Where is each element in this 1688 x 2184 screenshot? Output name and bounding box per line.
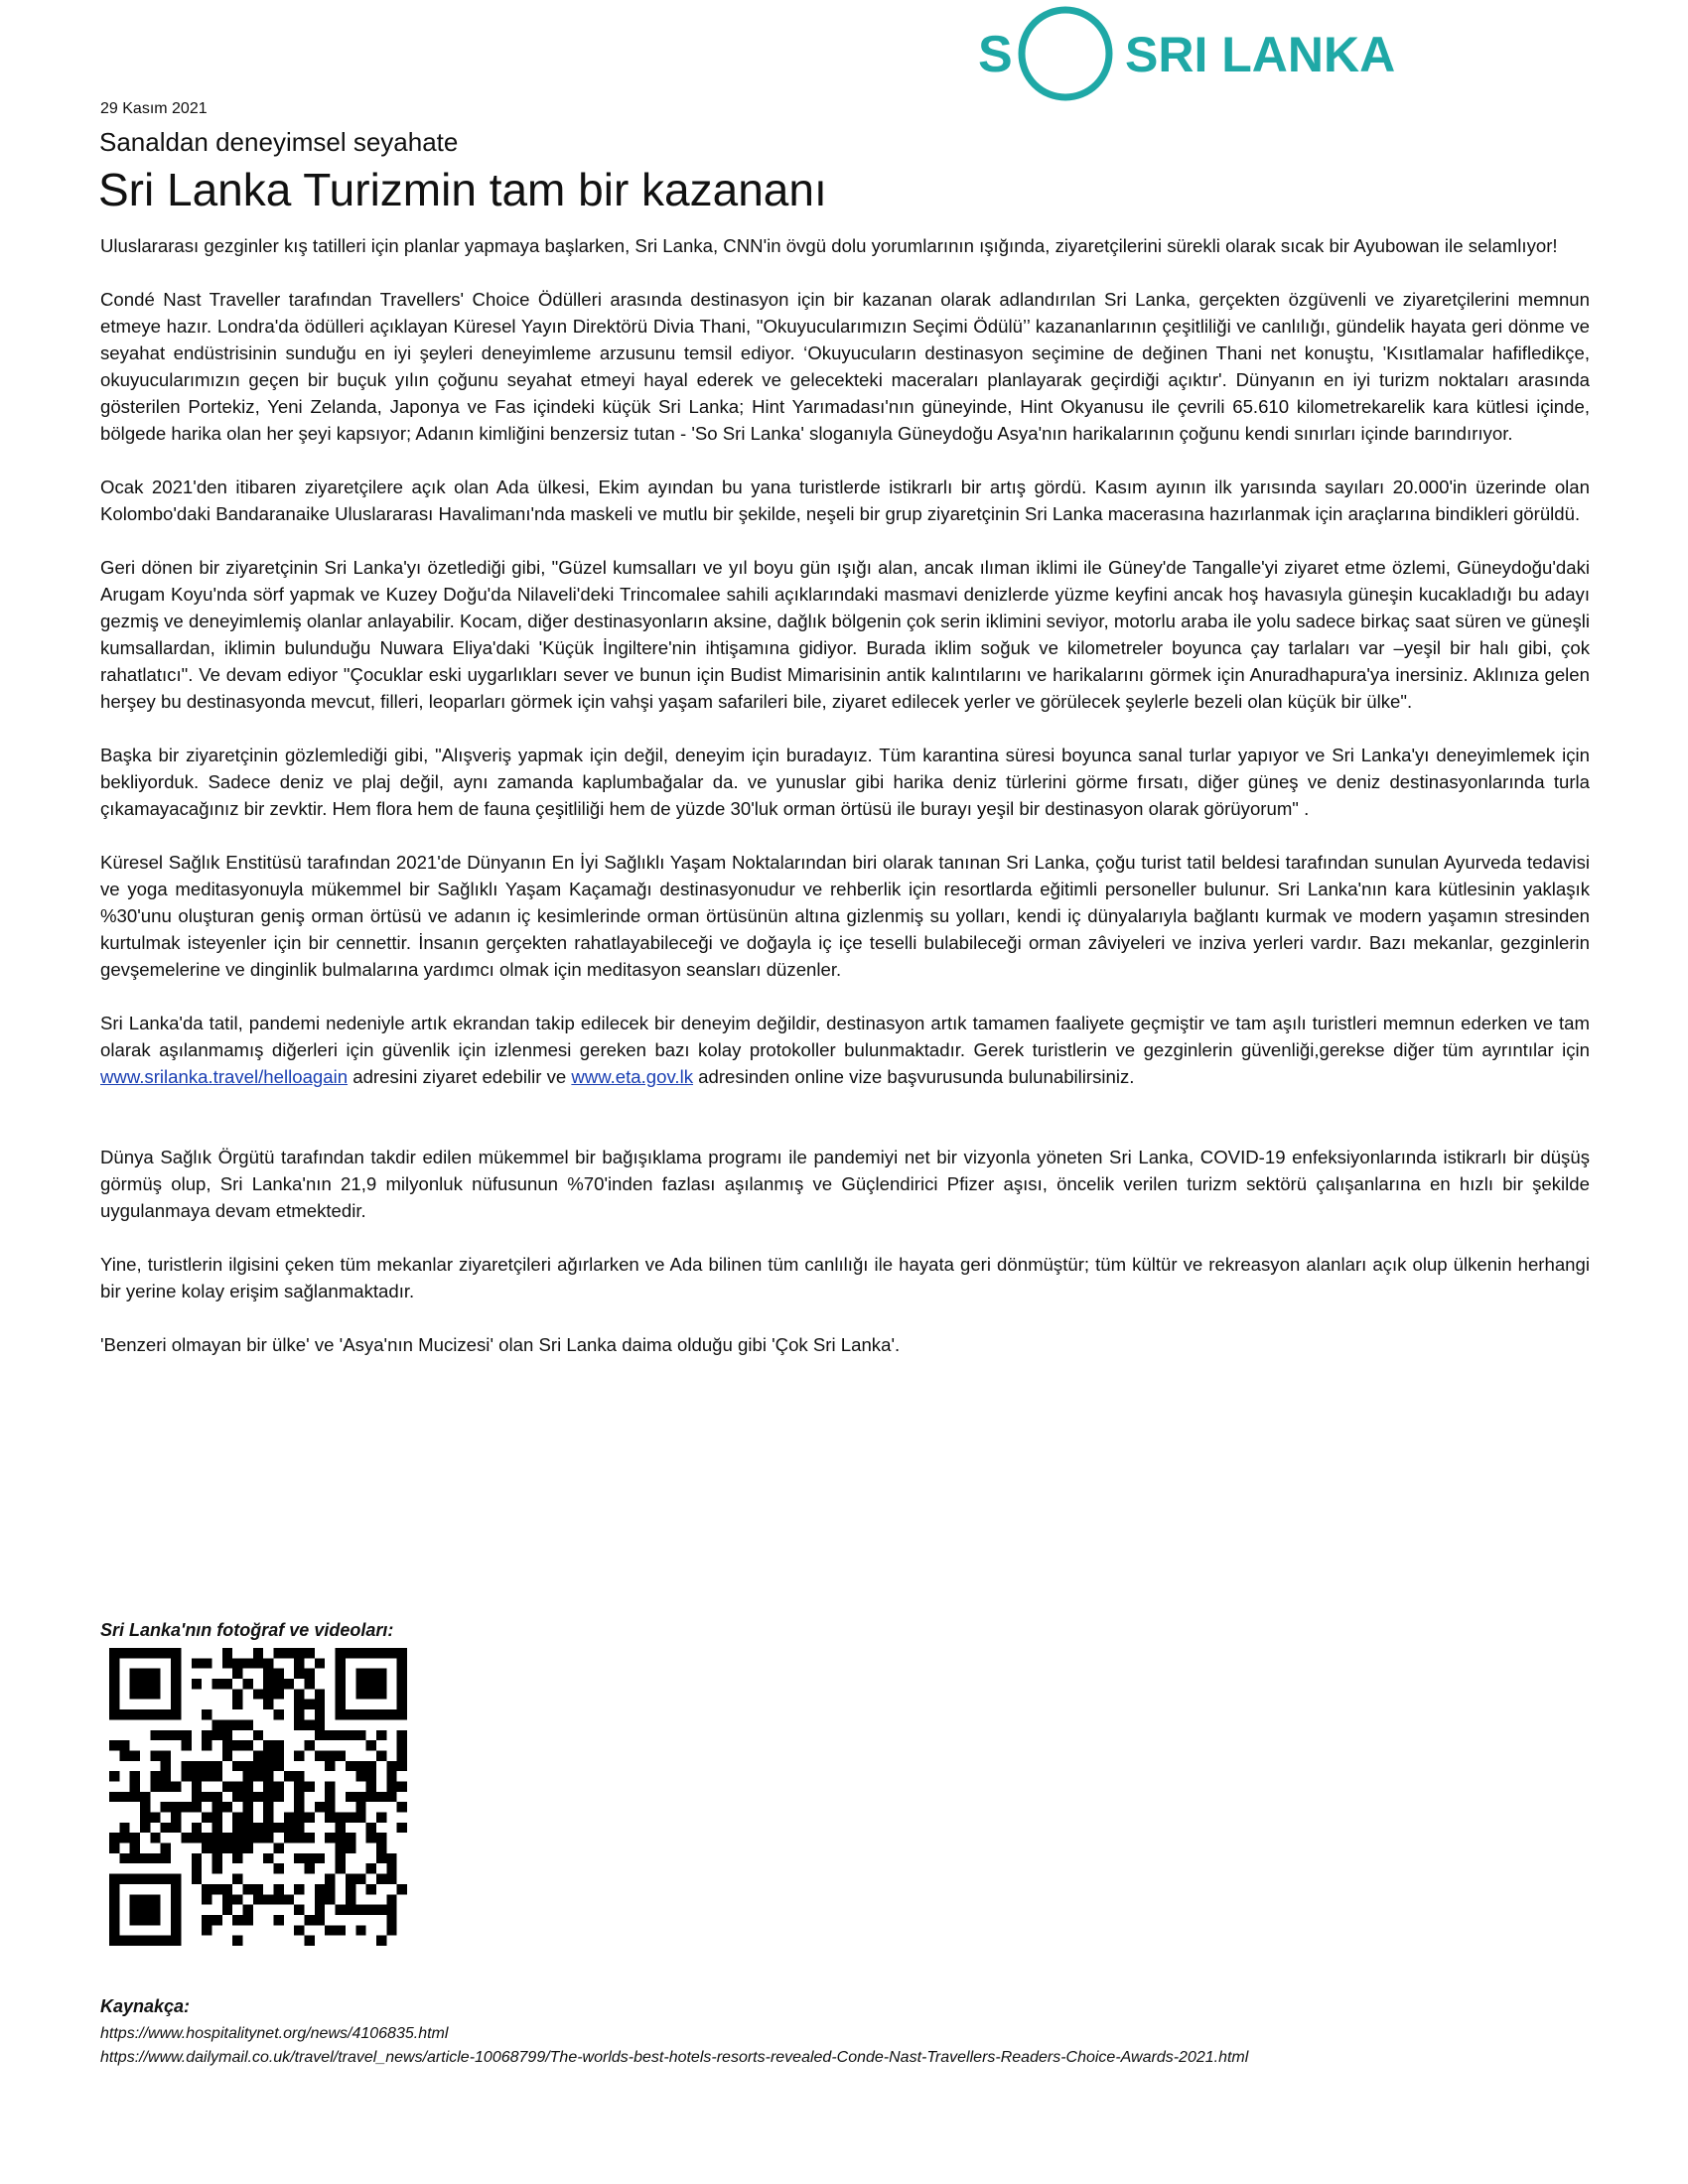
article-body	[100, 232, 1590, 1385]
references-list	[100, 2022, 1248, 2070]
travel-info-text-2: adresini ziyaret edebilir ve	[348, 1066, 572, 1087]
logo-graphic	[978, 4, 1455, 113]
reference-item: https://www.dailymail.co.uk/travel/travel_news/article-10068799/The-worlds-best-hotels-resorts-revealed-Conde-Nast-Travellers-Readers-Choice-Awards-2021.html	[100, 2049, 1249, 2066]
paragraph-intro: Uluslararası gezginler kış tatilleri için planlar yapmaya başlarken, Sri Lanka, CNN'in övgü dolu yorumlarının ışığında, ziyaretçilerini sürekli olarak sıcak bir Ayubowan ile selamlıyor!	[100, 235, 1558, 256]
paragraph-arrivals: Ocak 2021'den itibaren ziyaretçilere açık olan Ada ülkesi, Ekim ayından bu yana turistlerde istikrarlı bir artış gördü. Kasım ayının ilk yarısında sayıları 20.000'in üzerinde olan Kolombo'daki Bandaranaike Uluslararası Havalimanı'nda maskeli ve mutlu bir şekilde, neşeli bir grup ziyaretçinin Sri Lanka macerasına hazırlanmak için araçlarına bindikleri görüldü.	[100, 477, 1590, 524]
paragraph-reopening: Yine, turistlerin ilgisini çeken tüm mekanlar ziyaretçileri ağırlarken ve Ada bilinen tüm canlılığı ile hayata geri dönmüştür; tüm kültür ve rekreasyon alanları açık olup ülkenin herhangi bir yerine kolay erişim sağlanmaktadır.	[100, 1254, 1590, 1301]
article-subtitle: Sanaldan deneyimsel seyahate	[99, 127, 459, 157]
logo-wordmark: SRI LANKA	[1125, 27, 1396, 82]
eta-gov-link[interactable]: www.eta.gov.lk	[571, 1066, 694, 1087]
media-caption: Sri Lanka'nın fotoğraf ve videoları:	[100, 1620, 394, 1640]
article-title: Sri Lanka Turizmin tam bir kazananı	[98, 164, 827, 215]
paragraph-visitor-quote-2: Başka bir ziyaretçinin gözlemlediği gibi, "Alışveriş yapmak için değil, deneyim için buradayız. Tüm karantina süresi boyunca sanal turlar yapıyor ve Sri Lanka'yı deneyimlemek için bekliyorduk. Sadece deniz ve plaj değil, aynı zamanda kaplumbağalar da. ve yunuslar gibi harika deniz türlerini görme fırsatı, diğer güneş ve deniz destinasyonlarında turla çıkamayacağınız bir zevktir. Hem flora hem de fauna çeşitliliği hem de yüzde 30'luk orman örtüsü ile burayı yeşil bir destinasyon olarak görüyorum" .	[100, 745, 1590, 819]
references-title: Kaynakça:	[100, 1996, 191, 2016]
qr-code-icon[interactable]	[109, 1648, 407, 1946]
so-sri-lanka-logo	[978, 4, 1455, 113]
paragraph-closing: 'Benzeri olmayan bir ülke' ve 'Asya'nın Mucizesi' olan Sri Lanka daima olduğu gibi 'Çok Sri Lanka'.	[100, 1334, 901, 1355]
paragraph-vaccination: Dünya Sağlık Örgütü tarafından takdir edilen mükemmel bir bağışıklama programı ile pandemiyi net bir vizyonla yöneten Sri Lanka, COVID-19 enfeksiyonlarında istikrarlı bir düşüş görmüş olup, Sri Lanka'nın 21,9 milyonluk nüfusunun %70'inden fazlası aşılanmış ve Güçlendirici Pfizer aşısı, öncelik verilen turizm sektörü çalışanlarına en hızlı bir şekilde uygulanmaya devam etmektedir.	[100, 1147, 1590, 1221]
paragraph-visitor-quote-1: Geri dönen bir ziyaretçinin Sri Lanka'yı özetlediği gibi, "Güzel kumsalları ve yıl boyu gün ışığı alan, ancak ılıman iklimi ile Güney'de Tangalle'yi ziyaret etme özlemi, Güneydoğu'daki Arugam Koyu'nda sörf yapmak ve Kuzey Doğu'da Nilaveli'deki Trincomalee sahili açıklarındaki masmavi denizlerde yüzme keyfini ancak hoş havasıyla güneşin kucakladığı bu adayı gezmiş ve deneyimlemiş olanlar anlayabilir. Kocam, diğer destinasyonların aksine, dağlık bölgenin çok serin iklimini seviyor, motorlu araba ile yolu sadece birkaç saat süren ve güneşli kumsallardan, iklimin bulunduğu Nuwara Eliya'daki 'Küçük İngiltere'nin ihtişamına gidiyor. Burada iklim soğuk ve kilometreler boyunca çay tarlaları var –yeşil bir halı gibi, çok rahatlatıcı". Ve devam ediyor "Çocuklar eski uygarlıkları sever ve bunun için Budist Mimarisinin antik kalıntılarını ve harikalarını görmek için Anuradhapura'ya inersiniz. Aklınıza gelen herşey bu destinasyonda mevcut, filleri, leoparları görmek için vahşi yaşam safarileri bile, ziyaret edilecek yerler ve görülecek şeylerle bezeli olan küçük bir ülke".	[100, 557, 1590, 712]
paragraph-travel-info	[100, 1010, 1590, 1090]
travel-info-text-1: Sri Lanka'da tatil, pandemi nedeniyle artık ekrandan takip edilecek bir deneyim değildir, destinasyon artık tamamen faaliyete geçmiştir ve tam aşılı turistleri memnun ederken ve tam olarak aşılanmamış diğerleri için güvenlik için izlenmesi gereken bazı kolay protokoller bulunmaktadır. Gerek turistlerin ve gezginlerin güvenliği,gerekse diğer tüm ayrıntılar için	[100, 1013, 1590, 1060]
paragraph-wellness: Küresel Sağlık Enstitüsü tarafından 2021'de Dünyanın En İyi Sağlıklı Yaşam Noktalarından biri olarak tanınan Sri Lanka, çoğu turist tatil beldesi tarafından sunulan Ayurveda tedavisi ve yoga meditasyonuyla mükemmel bir Sağlıklı Yaşam Kaçamağı destinasyonudur ve rehberlik için resortlarda eğitimli personeller bulunur. Sri Lanka'nın kara kütlesinin yaklaşık %30'unu oluşturan geniş orman örtüsü ve adanın iç kesimlerinde orman örtüsünün altına gizlenmiş su yolları, kendi iç dünyalarıyla bağlantı kurmak ve modern yaşamın stresinden kurtulmak isteyenler için bir cennettir. İnsanın gerçekten rahatlayabileceği ve doğayla iç içe teselli bulabileceği orman zâviyeleri ve inziva yerleri vardır. Bazı mekanlar, gezginlerin gevşemelerine ve dinginlik bulmalarına yardımcı olmak için meditasyon seansları düzenler.	[100, 852, 1590, 980]
paragraph-conde-nast: Condé Nast Traveller tarafından Travellers' Choice Ödülleri arasında destinasyon için bir kazanan olarak adlandırılan Sri Lanka, gerçekten özgüvenli ve ziyaretçilerini memnun etmeye hazır. Londra'da ödülleri açıklayan Küresel Yayın Direktörü Divia Thani, "Okuyucularımızın Seçimi Ödülü’’ kazananlarının çeşitliliği ve canlılığı, gündelik hayata geri dönme ve seyahat endüstrisinin sunduğu en iyi şeyleri deneyimleme arzusunu temsil ediyor. ‘Okuyucuların destinasyon seçimine de değinen Thani net konuştu, 'Kısıtlamalar hafifledikçe, okuyucularımızın geçen bir buçuk yılın çoğunu seyahat etmeyi hayal ederek ve gelecekteki maceraları planlayarak geçirdiği açıktır'. Dünyanın en iyi turizm noktaları arasında gösterilen Portekiz, Yeni Zelanda, Japonya ve Fas içindeki küçük Sri Lanka; Hint Yarımadası'nın güneyinde, Hint Okyanusu ile çevrili 65.610 kilometrekarelik kara kütlesi içinde, bölgede harika olan her şeyi kapsıyor; Adanın kimliğini benzersiz tutan - 'So Sri Lanka' sloganıyla Güneydoğu Asya'nın harikalarının çoğunu kendi sınırları içinde barındırıyor.	[100, 289, 1590, 444]
article-date: 29 Kasım 2021	[100, 100, 208, 117]
reference-item: https://www.hospitalitynet.org/news/4106835.html	[100, 2025, 449, 2042]
srilanka-travel-link[interactable]: www.srilanka.travel/helloagain	[100, 1066, 349, 1087]
travel-info-text-3: adresinden online vize başvurusunda bulunabilirsiniz.	[693, 1066, 1135, 1087]
logo-letter-s: S	[978, 26, 1013, 83]
logo-ring-icon	[1022, 10, 1109, 97]
